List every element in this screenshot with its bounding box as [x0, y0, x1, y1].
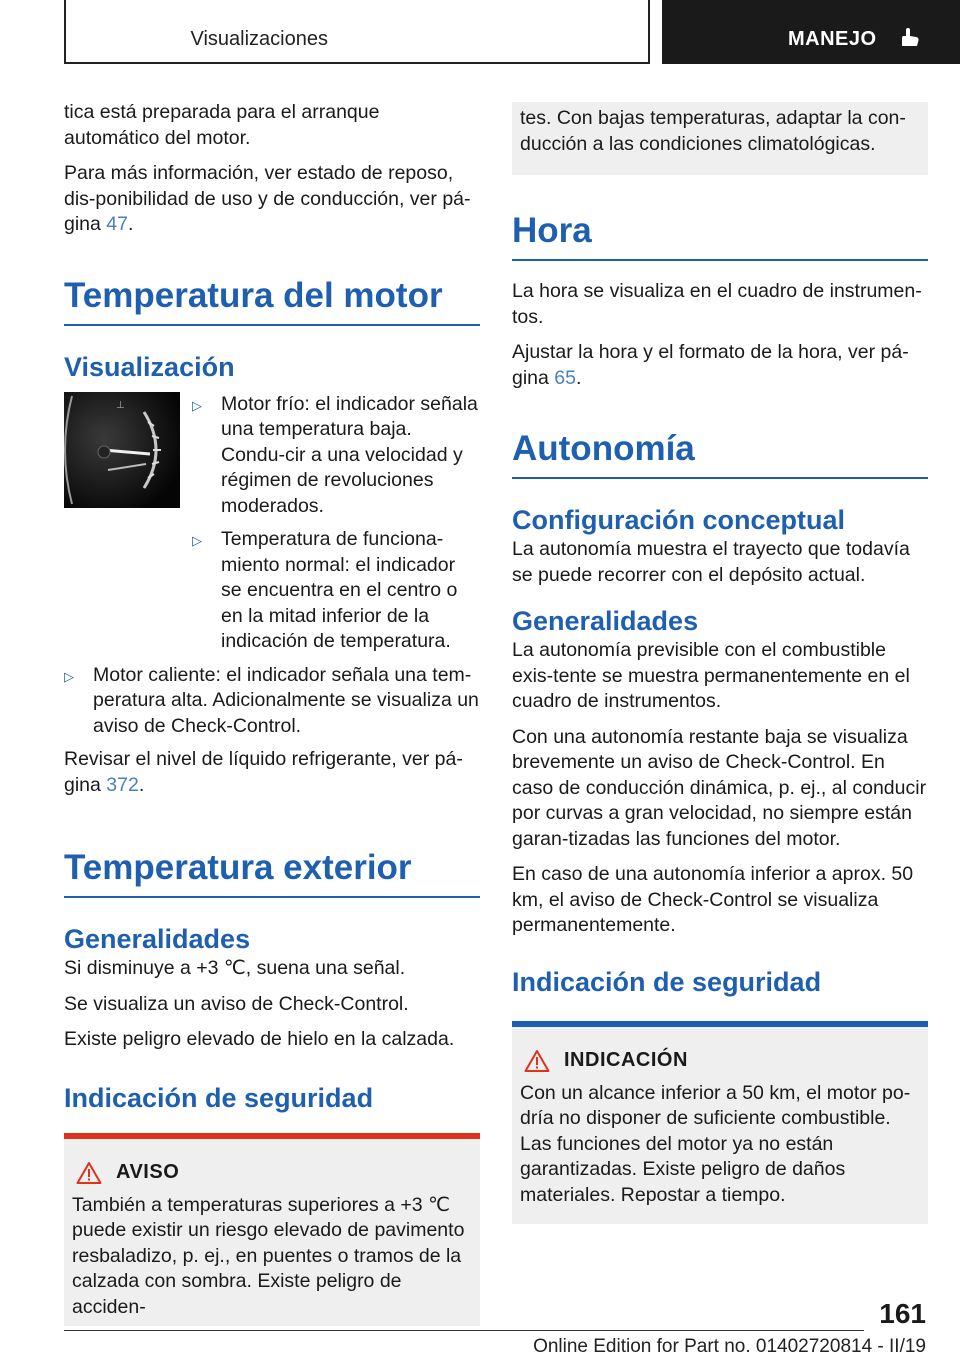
page-link-372[interactable]: 372: [106, 773, 139, 796]
heading-outside-temperature: Temperatura exterior: [64, 848, 480, 898]
footer-edition: Online Edition for Part no. 01402720814 - II/19: [533, 1336, 926, 1357]
list-item-cold: [192, 392, 480, 528]
warning-title: AVISO: [116, 1161, 180, 1183]
page-link-65[interactable]: 65: [554, 366, 576, 389]
heading-engine-temperature: Temperatura del motor: [64, 276, 480, 326]
paragraph-concept: La autonomía muestra el trayecto que todavía se puede recorrer con el depósito actual.: [512, 538, 910, 586]
page-number: 161: [879, 1298, 926, 1329]
header-chapter-tab[interactable]: [662, 0, 960, 64]
paragraph-time-set-text: Ajustar la hora y el formato de la hora, ver pá-gina: [512, 341, 909, 389]
warning-title-row: [64, 1139, 480, 1193]
heading-range: Autonomía: [512, 429, 928, 479]
warning-body: [64, 1193, 480, 1327]
note-title: INDICACIÓN: [564, 1049, 688, 1071]
list-item-hot: [64, 663, 480, 748]
page-link-47[interactable]: 47: [106, 213, 128, 235]
list-item-normal-text: Temperatura de funciona-miento normal: el indicador se encuentra en el centro o en la mitad inferior de la indicación de temperatura.: [221, 528, 458, 652]
triangle-bullet-icon: ▷: [192, 533, 202, 548]
warning-box-aviso: [64, 1133, 480, 1327]
gauge-list-block: [64, 392, 480, 663]
note-body-text: Con un alcance inferior a 50 km, el motor po-dría no disponer de suficiente combustible. Las funciones del motor ya no están garantizadas. Existe peligro de daños materiales. Repostar a tiempo.: [520, 1081, 911, 1206]
triangle-bullet-icon: ▷: [192, 397, 202, 413]
warning-triangle-icon: [76, 1161, 102, 1185]
paragraph-range-general-2: Con una autonomía restante baja se visualiza brevemente un aviso de Check-Control. En caso de conducción dinámica, p. ej., al conducir por curvas a gran velocidad, no siempre están garan-tizadas las funciones del motor.: [512, 725, 927, 850]
note-title-row: [512, 1027, 928, 1081]
warning-continuation-text: tes. Con bajas temperaturas, adaptar la con-ducción a las condiciones climatológicas.: [520, 107, 906, 155]
paragraph-time-set: Ajustar la hora y el formato de la hora, ver pá-gina 65.: [512, 341, 909, 389]
paragraph-range-general-1: La autonomía previsible con el combustible exis-tente se muestra permanentemente en el cuadro de instrumentos.: [512, 639, 910, 712]
header-section-box: [64, 0, 650, 64]
list-item-hot-text: Motor caliente: el indicador señala una tem-peratura alta. Adicionalmente se visualiza un aviso de Check-Control.: [93, 663, 479, 737]
list-item-normal: [192, 527, 480, 663]
paragraph-coolant: Revisar el nivel de líquido refrigerante, ver pá-gina 372.: [64, 748, 463, 796]
heading-general-right: Generalidades: [512, 606, 699, 636]
heading-safety-right: Indicación de seguridad: [512, 966, 822, 997]
svg-text:⊥: ⊥: [116, 399, 125, 411]
list-item-cold-text: Motor frío: el indicador señala una temperatura baja. Condu-cir a una velocidad y régimen de revoluciones moderados.: [221, 392, 478, 517]
header-section-title: Visualizaciones: [190, 28, 328, 50]
gauge-graphic: [64, 392, 180, 508]
note-box-indicacion: [512, 1021, 928, 1225]
note-body: [512, 1081, 928, 1225]
paragraph-coolant-text: Revisar el nivel de líquido refrigerante, ver pá-gina: [64, 748, 463, 796]
triangle-bullet-icon: ▷: [64, 668, 74, 684]
heading-display: Visualización: [64, 351, 235, 382]
heading-time: Hora: [512, 211, 928, 261]
warning-continuation-box: [512, 102, 928, 175]
paragraph-more-info: Para más información, ver estado de reposo, dis-ponibilidad de uso y de conducción, ver pá-gina 47.: [64, 162, 471, 235]
paragraph-range-general-3: En caso de una autonomía inferior a aprox. 50 km, el aviso de Check-Control se visualiza permanentemente.: [512, 863, 914, 936]
paragraph-ext-signal: Si disminuye a +3 ℃, suena una señal.: [64, 957, 406, 979]
engine-temperature-gauge-image: [64, 392, 180, 508]
right-column: [512, 100, 928, 1224]
paragraph-ext-check-control: Se visualiza un aviso de Check-Control.: [64, 992, 409, 1015]
hand-steering-icon: [896, 24, 924, 52]
warning-body-text: También a temperaturas superiores a +3 ℃ puede existir un riesgo elevado de pavimento resbaladizo, p. ej., en puentes o tramos de la calzada con sombra. Existe peligro de acciden-: [72, 1193, 465, 1318]
paragraph-more-info-text: Para más información, ver estado de reposo, dis-ponibilidad de uso y de conducción, ver pá-gina: [64, 162, 471, 235]
paragraph-ext-ice: Existe peligro elevado de hielo en la calzada.: [64, 1028, 455, 1050]
paragraph-autostart: tica está preparada para el arranque automático del motor.: [64, 101, 380, 149]
heading-safety-left: Indicación de seguridad: [64, 1082, 374, 1113]
heading-concept: Configuración conceptual: [512, 505, 846, 535]
gauge-side-list: [192, 392, 480, 663]
footer-rule: [64, 1330, 864, 1331]
warning-triangle-icon: [524, 1049, 550, 1073]
left-column: [64, 100, 480, 1326]
heading-general-left: Generalidades: [64, 924, 251, 954]
paragraph-time-display: La hora se visualiza en el cuadro de instrumen-tos.: [512, 280, 922, 328]
header-chapter-label: MANEJO: [788, 28, 877, 50]
